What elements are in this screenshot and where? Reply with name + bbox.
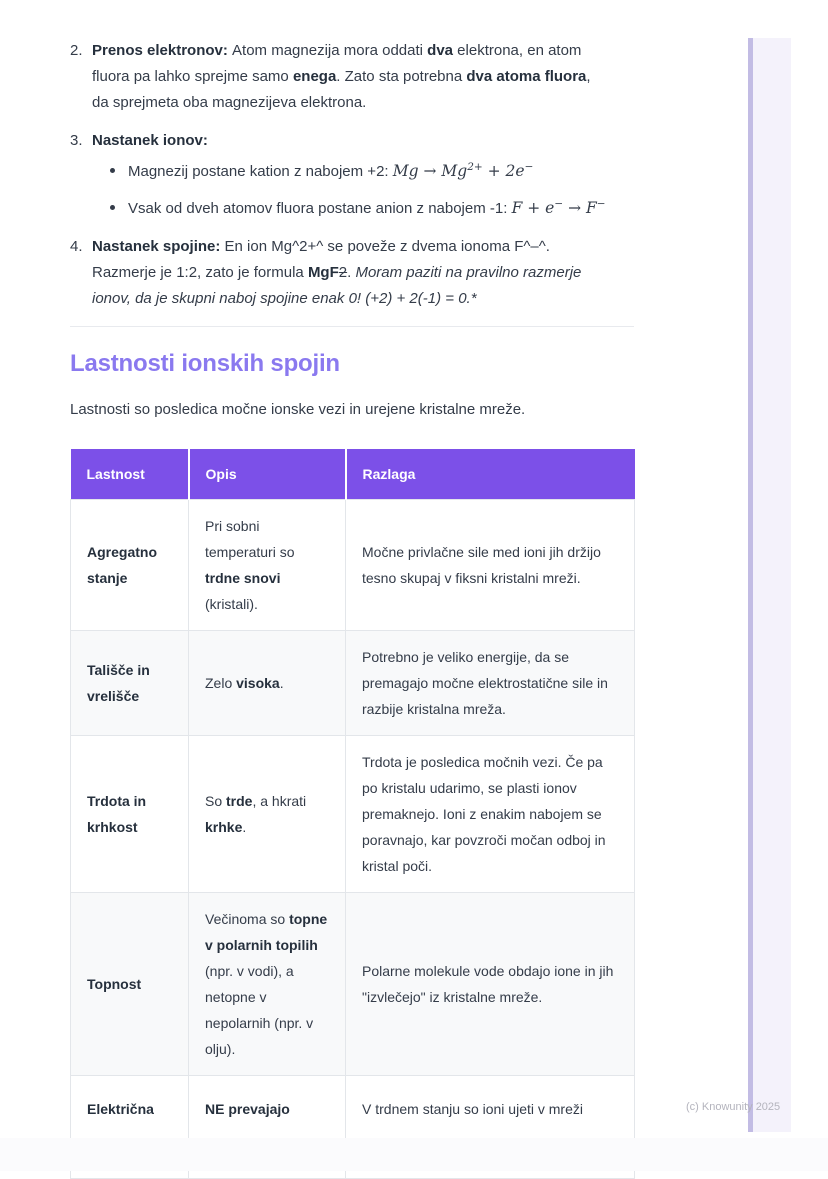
text-run-strikethrough: 2 [338, 264, 348, 281]
cell-razlaga: Trdota je posledica močnih vezi. Če pa po kristalu udarimo, se plasti ionov premaknejo. Ioni z enakim nabojem se poravnajo, kar povzroči močan odboj in kristal poči. [346, 736, 635, 893]
text-run: En ion Mg^2+^ se poveže z dvema ionoma F^–^. [224, 238, 550, 255]
text-run-bold: trde [226, 793, 253, 809]
cell-opis [189, 736, 346, 893]
text-run-bold: topne v polarnih topilih [205, 911, 328, 953]
cell-opis [189, 500, 346, 631]
cell-razlaga: Polarne molekule vode obdajo ione in jih "izvlečejo" iz kristalne mreže. [346, 893, 635, 1076]
math-run: → F [563, 199, 597, 217]
cell-lastnost: Trdota in krhkost [71, 736, 189, 893]
table-row [71, 500, 635, 631]
text-run-bold: NE prevajajo [205, 1101, 290, 1117]
text-run: , a hkrati [252, 793, 307, 809]
numbered-list [70, 38, 634, 312]
cell-razlaga: Potrebno je veliko energije, da se premagajo močne elektrostatične sile in razbije kristalna mreža. [346, 631, 635, 736]
list-item-2 [70, 38, 634, 116]
math-run: Mg → Mg [392, 162, 468, 180]
properties-table [70, 449, 635, 1179]
list-number: 4. [70, 238, 83, 255]
column-header-lastnost: Lastnost [71, 449, 189, 500]
column-header-opis: Opis [189, 449, 346, 500]
text-run: elektrona, en atom [453, 42, 582, 59]
math-formula [393, 162, 534, 180]
math-run: F + e [511, 199, 555, 217]
text-run: fluora pa lahko sprejme samo [92, 68, 293, 85]
list-item-text [92, 234, 581, 312]
text-run: Zelo [205, 675, 237, 691]
cell-lastnost: Tališče in vrelišče [71, 631, 189, 736]
text-run: da sprejmeta oba magnezijeva elektrona. [92, 94, 367, 111]
cell-lastnost: Električna [71, 1076, 189, 1179]
text-run-bold: MgF [307, 264, 339, 281]
bullet-dot-icon [110, 205, 115, 210]
text-run: . [347, 264, 356, 281]
math-superscript: − [596, 197, 606, 210]
table-row [71, 736, 635, 893]
math-superscript: 2+ [467, 160, 483, 173]
watermark: (c) Knowunity 2025 [686, 1101, 781, 1113]
list-item-3 [70, 128, 634, 222]
text-run: . [242, 819, 247, 835]
text-run: , [586, 68, 591, 85]
list-number: 2. [70, 42, 83, 59]
text-run: . Zato sta potrebna [336, 68, 467, 85]
math-run: + 2e [482, 162, 525, 180]
text-run: Magnezij postane kation z nabojem +2: [128, 163, 393, 180]
cell-lastnost: Agregatno stanje [71, 500, 189, 631]
math-superscript: − [524, 160, 534, 173]
text-run: Pri sobni temperaturi so [205, 518, 295, 560]
list-item-text [92, 128, 606, 222]
cell-razlaga: V trdnem stanju so ioni ujeti v mreži [346, 1076, 635, 1179]
text-run-bold: dva [427, 42, 454, 59]
next-page-edge [753, 38, 791, 1132]
text-run: So [205, 793, 227, 809]
cell-razlaga: Močne privlačne sile med ioni jih držijo tesno skupaj v fiksni kristalni mreži. [346, 500, 635, 631]
text-run: Vsak od dveh atomov fluora postane anion z nabojem -1: [128, 200, 512, 217]
text-run: Večinoma so [205, 911, 290, 927]
bullet-item [92, 158, 606, 185]
list-item-text [92, 38, 591, 116]
section-title: Lastnosti ionskih spojin [70, 350, 340, 377]
table-header-row [71, 449, 635, 500]
bullet-text [128, 158, 533, 185]
list-item-4 [70, 234, 634, 312]
text-run: Razmerje je 1:2, zato je formula [92, 264, 308, 281]
column-header-razlaga: Razlaga [346, 449, 635, 500]
text-run-bold: Nastanek spojine: [92, 238, 225, 255]
page-bottom-cut [0, 1138, 828, 1171]
text-run-italic: ionov, da je skupni naboj spojine enak 0! (+2) + 2(-1) = 0.* [92, 290, 477, 307]
text-run-bold: Nastanek ionov: [92, 132, 208, 149]
list-number: 3. [70, 132, 83, 149]
table-row [71, 893, 635, 1076]
text-run: (kristali). [205, 596, 258, 612]
text-run-bold: trdne snovi [205, 570, 281, 586]
text-run-italic: Moram paziti na pravilno razmerje [355, 264, 582, 281]
bullet-dot-icon [110, 168, 115, 173]
text-run-bold: visoka [236, 675, 280, 691]
bullet-list [92, 158, 606, 222]
text-run-bold: dva atoma fluora [466, 68, 587, 85]
math-formula [512, 199, 606, 217]
math-superscript: − [554, 197, 564, 210]
bullet-item [92, 195, 606, 222]
section-intro: Lastnosti so posledica močne ionske vezi in urejene kristalne mreže. [70, 401, 526, 418]
cell-opis [189, 631, 346, 736]
text-run: . [279, 675, 284, 691]
text-run: (npr. v vodi), a netopne v nepolarnih (npr. v olju). [205, 963, 314, 1057]
section-divider [70, 326, 634, 327]
cell-opis [189, 893, 346, 1076]
cell-lastnost: Topnost [71, 893, 189, 1076]
text-run-bold: krhke [205, 819, 243, 835]
table-row [71, 631, 635, 736]
text-run: Atom magnezija mora oddati [232, 42, 428, 59]
document-content [70, 38, 634, 1179]
text-run-bold: enega [292, 68, 337, 85]
text-run-bold: Prenos elektronov: [92, 42, 233, 59]
bullet-text [128, 195, 606, 222]
